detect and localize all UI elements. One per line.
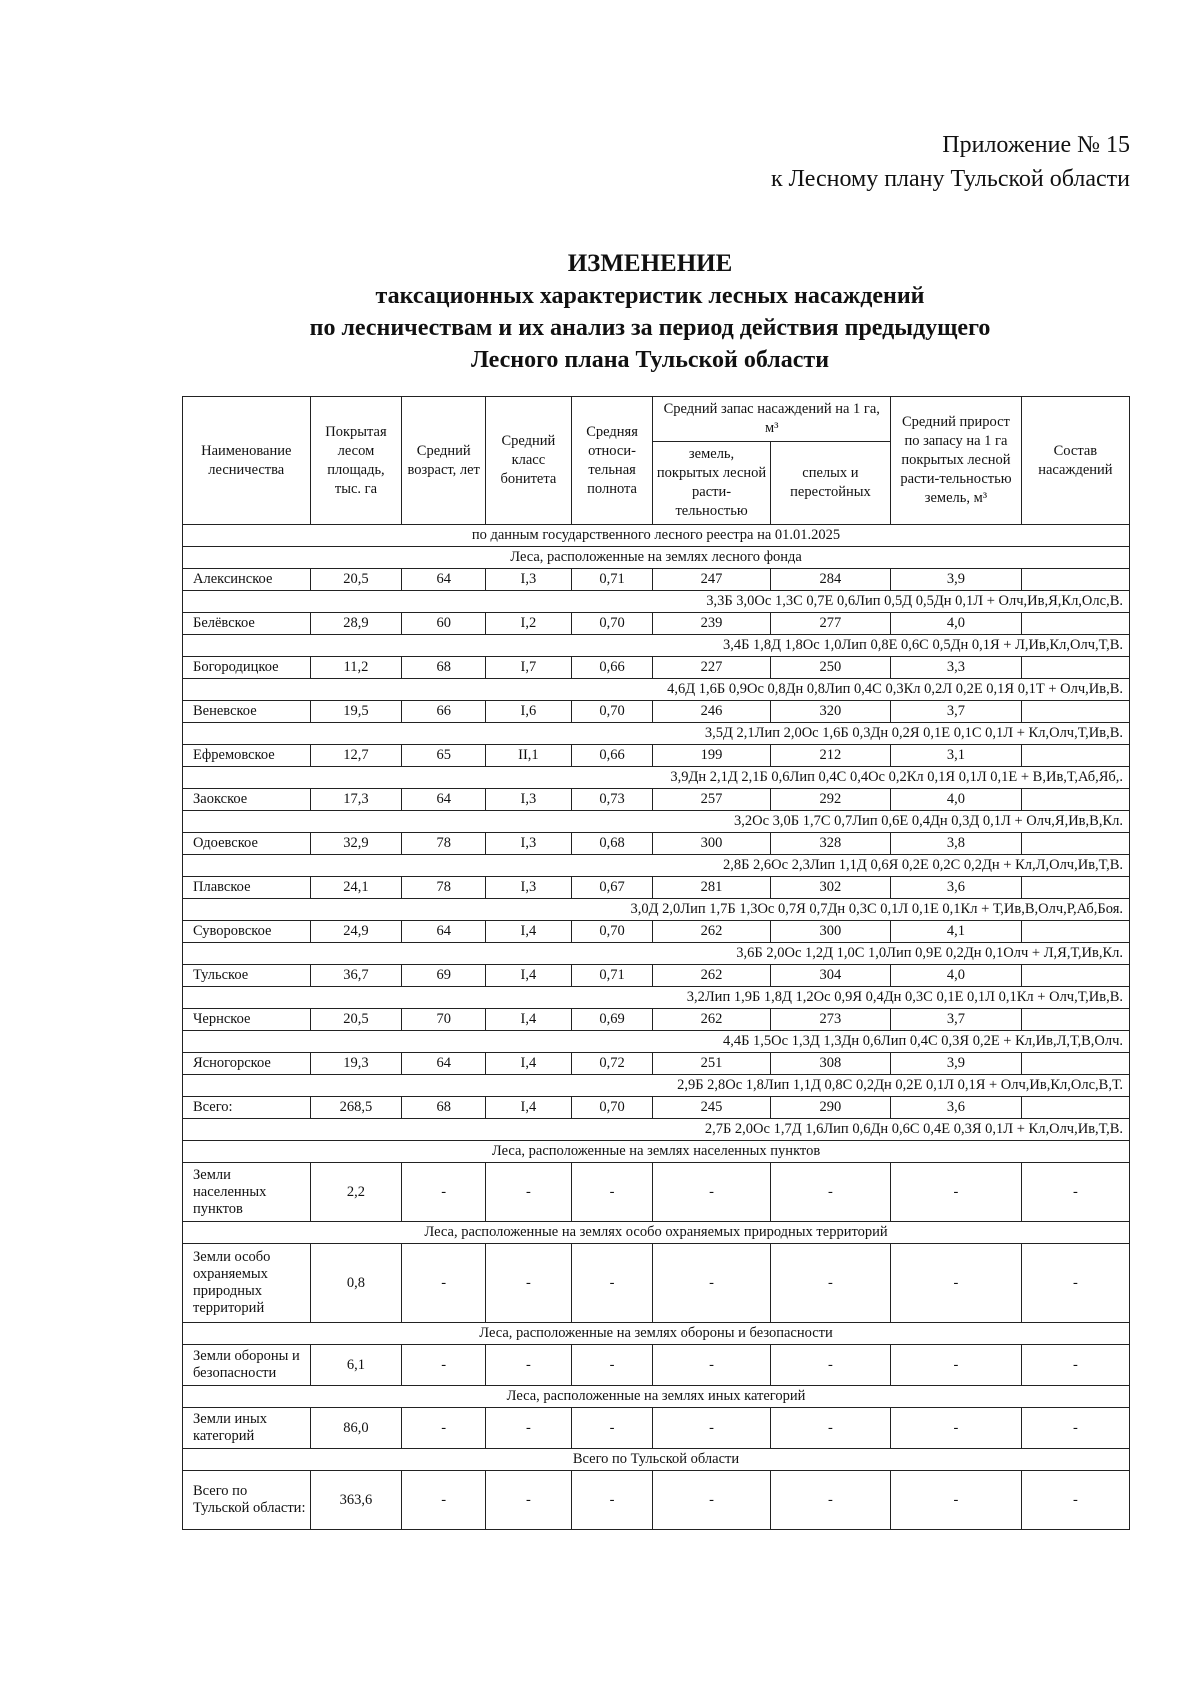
row-composition-blank — [1021, 877, 1129, 899]
forest-characteristics-table — [182, 396, 1130, 1530]
composition-row — [183, 855, 1130, 877]
row-mature-stock: 273 — [770, 1009, 890, 1031]
dash-cell: - — [891, 1244, 1022, 1323]
composition-row — [183, 811, 1130, 833]
row-stock: 300 — [653, 833, 770, 855]
row-name: Плавское — [183, 877, 311, 899]
row-age: 64 — [402, 789, 486, 811]
row-area: 11,2 — [310, 657, 402, 679]
row-stock: 281 — [653, 877, 770, 899]
dash-cell: - — [891, 1345, 1022, 1386]
table-row — [183, 921, 1130, 943]
row-name: Богородицкое — [183, 657, 311, 679]
row-age: 64 — [402, 1053, 486, 1075]
section-defense: Леса, расположенные на землях обороны и безопасности — [183, 1323, 1130, 1345]
composition-row — [183, 635, 1130, 657]
dash-cell: - — [402, 1408, 486, 1449]
table-row — [183, 1009, 1130, 1031]
row-composition: 3,3Б 3,0Ос 1,3С 0,7Е 0,6Лип 0,5Д 0,5Дн 0,1Л + Олч,Ив,Я,Кл,Олс,В. — [183, 591, 1130, 613]
composition-row — [183, 899, 1130, 921]
row-area: 36,7 — [310, 965, 402, 987]
row-stock: 251 — [653, 1053, 770, 1075]
row-composition-blank — [1021, 613, 1129, 635]
row-composition-blank — [1021, 789, 1129, 811]
row-bonitet: II,1 — [486, 745, 572, 767]
row-composition-blank — [1021, 965, 1129, 987]
dash-cell: - — [653, 1408, 770, 1449]
dash-cell: - — [891, 1471, 1022, 1530]
title-line-3: по лесничествам и их анализ за период действия предыдущего — [309, 315, 991, 341]
row-area: 363,6 — [310, 1471, 402, 1530]
row-mature-stock: 302 — [770, 877, 890, 899]
row-density: 0,67 — [571, 877, 653, 899]
dash-cell: - — [1021, 1163, 1129, 1222]
row-age: 60 — [402, 613, 486, 635]
row-name: Земли населенных пунктов — [183, 1163, 311, 1222]
header-name: Наименование лесничества — [183, 397, 311, 525]
dash-cell: - — [571, 1244, 653, 1323]
row-bonitet: I,2 — [486, 613, 572, 635]
dash-cell: - — [770, 1244, 890, 1323]
dash-cell: - — [571, 1163, 653, 1222]
row-name: Тульское — [183, 965, 311, 987]
row-mature-stock: 277 — [770, 613, 890, 635]
row-bonitet: I,4 — [486, 1009, 572, 1031]
composition-row — [183, 987, 1130, 1009]
row-name: Ефремовское — [183, 745, 311, 767]
row-density: 0,70 — [571, 701, 653, 723]
row-growth: 3,6 — [891, 877, 1022, 899]
section-other: Леса, расположенные на землях иных категорий — [183, 1386, 1130, 1408]
row-composition: 3,9Дн 2,1Д 2,1Б 0,6Лип 0,4С 0,4Ос 0,2Кл 0,1Я 0,1Л 0,1Е + В,Ив,Т,Аб,Яб,. — [183, 767, 1130, 789]
header-stock-mature: спелых и перестойных — [770, 442, 890, 525]
other-categories — [183, 1141, 1130, 1530]
row-growth: 3,7 — [891, 701, 1022, 723]
row-growth: 3,3 — [891, 657, 1022, 679]
header-density: Средняя относи-тельная полнота — [571, 397, 653, 525]
row-density: 0,68 — [571, 833, 653, 855]
row-growth: 4,0 — [891, 613, 1022, 635]
row-area: 28,9 — [310, 613, 402, 635]
row-stock: 257 — [653, 789, 770, 811]
dash-cell: - — [402, 1163, 486, 1222]
row-composition: 3,5Д 2,1Лип 2,0Ос 1,6Б 0,3Дн 0,2Я 0,1Е 0,1С 0,1Л + Кл,Олч,Т,Ив,В. — [183, 723, 1130, 745]
header-stock: Средний запас насаждений на 1 га, м³ — [653, 397, 891, 442]
dash-cell: - — [891, 1163, 1022, 1222]
row-density: 0,72 — [571, 1053, 653, 1075]
row-name: Земли иных категорий — [183, 1408, 311, 1449]
row-mature-stock: 284 — [770, 569, 890, 591]
composition-row — [183, 1075, 1130, 1097]
dash-cell: - — [486, 1244, 572, 1323]
row-growth: 4,0 — [891, 965, 1022, 987]
row-growth: 3,8 — [891, 833, 1022, 855]
row-bonitet: I,3 — [486, 569, 572, 591]
row-area: 32,9 — [310, 833, 402, 855]
dash-cell: - — [1021, 1408, 1129, 1449]
row-bonitet: I,3 — [486, 833, 572, 855]
dash-cell: - — [571, 1408, 653, 1449]
row-composition-blank — [1021, 921, 1129, 943]
forestry-rows — [183, 569, 1130, 1141]
row-mature-stock: 320 — [770, 701, 890, 723]
row-area: 20,5 — [310, 569, 402, 591]
dash-cell: - — [770, 1345, 890, 1386]
dash-cell: - — [653, 1471, 770, 1530]
row-area: 20,5 — [310, 1009, 402, 1031]
row-stock: 245 — [653, 1097, 770, 1119]
row-stock: 246 — [653, 701, 770, 723]
title-main: ИЗМЕНЕНИЕ — [567, 250, 733, 277]
row-density: 0,71 — [571, 965, 653, 987]
row-composition: 3,2Лип 1,9Б 1,8Д 1,2Ос 0,9Я 0,4Дн 0,3С 0,1Е 0,1Л 0,1Кл + Олч,Т,Ив,В. — [183, 987, 1130, 1009]
row-age: 78 — [402, 877, 486, 899]
row-name: Алексинское — [183, 569, 311, 591]
composition-row — [183, 1119, 1130, 1141]
row-growth: 3,1 — [891, 745, 1022, 767]
row-area: 24,9 — [310, 921, 402, 943]
composition-row — [183, 943, 1130, 965]
row-composition: 3,6Б 2,0Ос 1,2Д 1,0С 1,0Лип 0,9Е 0,2Дн 0,1Олч + Л,Я,Т,Ив,Кл. — [183, 943, 1130, 965]
table-body — [183, 525, 1130, 569]
row-composition: 2,7Б 2,0Ос 1,7Д 1,6Лип 0,6Дн 0,6С 0,4Е 0,3Я 0,1Л + Кл,Олч,Ив,Т,В. — [183, 1119, 1130, 1141]
row-name: Суворовское — [183, 921, 311, 943]
table-row — [183, 745, 1130, 767]
row-area: 2,2 — [310, 1163, 402, 1222]
row-name: Одоевское — [183, 833, 311, 855]
row-composition-blank — [1021, 745, 1129, 767]
dash-cell: - — [1021, 1345, 1129, 1386]
row-name: Веневское — [183, 701, 311, 723]
row-composition: 2,8Б 2,6Ос 2,3Лип 1,1Д 0,6Я 0,2Е 0,2С 0,2Дн + Кл,Л,Олч,Ив,Т,В. — [183, 855, 1130, 877]
dash-cell: - — [402, 1471, 486, 1530]
row-name: Всего: — [183, 1097, 311, 1119]
dash-cell: - — [770, 1408, 890, 1449]
table-row — [183, 1471, 1130, 1530]
table-row — [183, 701, 1130, 723]
dash-cell: - — [486, 1471, 572, 1530]
row-age: 64 — [402, 569, 486, 591]
row-density: 0,73 — [571, 789, 653, 811]
dash-cell: - — [770, 1163, 890, 1222]
row-bonitet: I,4 — [486, 1053, 572, 1075]
dash-cell: - — [486, 1345, 572, 1386]
section-settlements: Леса, расположенные на землях населенных пунктов — [183, 1141, 1130, 1163]
row-area: 86,0 — [310, 1408, 402, 1449]
section-protected: Леса, расположенные на землях особо охраняемых природных территорий — [183, 1222, 1130, 1244]
row-composition-blank — [1021, 657, 1129, 679]
row-composition-blank — [1021, 1009, 1129, 1031]
row-age: 70 — [402, 1009, 486, 1031]
row-bonitet: I,3 — [486, 789, 572, 811]
dash-cell: - — [653, 1244, 770, 1323]
composition-row — [183, 1031, 1130, 1053]
row-growth: 4,1 — [891, 921, 1022, 943]
header-bonitet: Средний класс бонитета — [486, 397, 572, 525]
row-area: 12,7 — [310, 745, 402, 767]
row-name: Земли особо охраняемых природных территорий — [183, 1244, 311, 1323]
row-age: 78 — [402, 833, 486, 855]
row-growth: 4,0 — [891, 789, 1022, 811]
table-row — [183, 1244, 1130, 1323]
row-density: 0,69 — [571, 1009, 653, 1031]
row-bonitet: I,4 — [486, 965, 572, 987]
row-composition-blank — [1021, 1053, 1129, 1075]
composition-row — [183, 679, 1130, 701]
row-age: 68 — [402, 1097, 486, 1119]
row-bonitet: I,6 — [486, 701, 572, 723]
dash-cell: - — [653, 1163, 770, 1222]
row-density: 0,71 — [571, 569, 653, 591]
appendix-number: Приложение № 15 — [942, 132, 1130, 158]
table-row — [183, 833, 1130, 855]
dash-cell: - — [770, 1471, 890, 1530]
row-growth: 3,9 — [891, 1053, 1022, 1075]
row-stock: 262 — [653, 1009, 770, 1031]
row-composition-blank — [1021, 569, 1129, 591]
row-mature-stock: 300 — [770, 921, 890, 943]
row-density: 0,70 — [571, 921, 653, 943]
dash-cell: - — [571, 1471, 653, 1530]
appendix-note — [771, 128, 1130, 196]
table-row — [183, 569, 1130, 591]
row-mature-stock: 308 — [770, 1053, 890, 1075]
row-bonitet: I,4 — [486, 1097, 572, 1119]
row-mature-stock: 290 — [770, 1097, 890, 1119]
dash-cell: - — [1021, 1244, 1129, 1323]
row-mature-stock: 212 — [770, 745, 890, 767]
dash-cell: - — [486, 1408, 572, 1449]
section-forest-fund: Леса, расположенные на землях лесного фонда — [183, 547, 1130, 569]
row-age: 68 — [402, 657, 486, 679]
row-name: Заокское — [183, 789, 311, 811]
title-line-2: таксационных характеристик лесных насаждений — [375, 283, 925, 309]
header-composition: Состав насаждений — [1021, 397, 1129, 525]
row-name: Ясногорское — [183, 1053, 311, 1075]
dash-cell: - — [571, 1345, 653, 1386]
row-stock: 262 — [653, 965, 770, 987]
row-age: 64 — [402, 921, 486, 943]
row-age: 69 — [402, 965, 486, 987]
appendix-reference: к Лесному плану Тульской области — [770, 166, 1130, 192]
row-age: 66 — [402, 701, 486, 723]
row-name: Чернское — [183, 1009, 311, 1031]
table-row — [183, 657, 1130, 679]
row-composition: 3,2Ос 3,0Б 1,7С 0,7Лип 0,6Е 0,4Дн 0,3Д 0,1Л + Олч,Я,Ив,В,Кл. — [183, 811, 1130, 833]
header-growth: Средний прирост по запасу на 1 га покрытых лесной расти-тельностью земель, м³ — [891, 397, 1022, 525]
row-area: 6,1 — [310, 1345, 402, 1386]
header-stock-covered: земель, покрытых лесной расти-тельностью — [653, 442, 770, 525]
table-row — [183, 877, 1130, 899]
row-composition-blank — [1021, 701, 1129, 723]
row-area: 268,5 — [310, 1097, 402, 1119]
table-row — [183, 1345, 1130, 1386]
row-density: 0,66 — [571, 745, 653, 767]
dash-cell: - — [402, 1345, 486, 1386]
row-density: 0,66 — [571, 657, 653, 679]
composition-row — [183, 591, 1130, 613]
row-composition-blank — [1021, 833, 1129, 855]
table-row — [183, 1053, 1130, 1075]
row-age: 65 — [402, 745, 486, 767]
section-region-total: Всего по Тульской области — [183, 1449, 1130, 1471]
row-mature-stock: 292 — [770, 789, 890, 811]
row-area: 19,5 — [310, 701, 402, 723]
row-composition: 3,4Б 1,8Д 1,8Ос 1,0Лип 0,8Е 0,6С 0,5Дн 0,1Я + Л,Ив,Кл,Олч,Т,В. — [183, 635, 1130, 657]
row-bonitet: I,7 — [486, 657, 572, 679]
row-composition: 3,0Д 2,0Лип 1,7Б 1,3Ос 0,7Я 0,7Дн 0,3С 0,1Л 0,1Е 0,1Кл + Т,Ив,В,Олч,Р,Аб,Боя. — [183, 899, 1130, 921]
row-bonitet: I,4 — [486, 921, 572, 943]
composition-row — [183, 723, 1130, 745]
row-composition: 2,9Б 2,8Ос 1,8Лип 1,1Д 0,8С 0,2Дн 0,2Е 0,1Л 0,1Я + Олч,Ив,Кл,Олс,В,Т. — [183, 1075, 1130, 1097]
dash-cell: - — [653, 1345, 770, 1386]
document-title — [170, 248, 1130, 376]
row-area: 17,3 — [310, 789, 402, 811]
dash-cell: - — [486, 1163, 572, 1222]
row-stock: 239 — [653, 613, 770, 635]
row-stock: 199 — [653, 745, 770, 767]
row-stock: 262 — [653, 921, 770, 943]
row-growth: 3,6 — [891, 1097, 1022, 1119]
table-row — [183, 1097, 1130, 1119]
composition-row — [183, 767, 1130, 789]
row-bonitet: I,3 — [486, 877, 572, 899]
header-age: Средний возраст, лет — [402, 397, 486, 525]
row-area: 0,8 — [310, 1244, 402, 1323]
row-density: 0,70 — [571, 1097, 653, 1119]
row-composition: 4,6Д 1,6Б 0,9Ос 0,8Дн 0,8Лип 0,4С 0,3Кл 0,2Л 0,2Е 0,1Я 0,1Т + Олч,Ив,В. — [183, 679, 1130, 701]
row-name: Белёвское — [183, 613, 311, 635]
row-mature-stock: 250 — [770, 657, 890, 679]
dash-cell: - — [891, 1408, 1022, 1449]
table-row — [183, 1163, 1130, 1222]
row-stock: 227 — [653, 657, 770, 679]
row-mature-stock: 328 — [770, 833, 890, 855]
row-composition: 4,4Б 1,5Ос 1,3Д 1,3Дн 0,6Лип 0,4С 0,3Я 0,2Е + Кл,Ив,Л,Т,В,Олч. — [183, 1031, 1130, 1053]
table-row — [183, 613, 1130, 635]
section-registry: по данным государственного лесного реестра на 01.01.2025 — [183, 525, 1130, 547]
row-growth: 3,7 — [891, 1009, 1022, 1031]
row-area: 19,3 — [310, 1053, 402, 1075]
table-row — [183, 1408, 1130, 1449]
row-mature-stock: 304 — [770, 965, 890, 987]
row-stock: 247 — [653, 569, 770, 591]
row-name: Всего по Тульской области: — [183, 1471, 311, 1530]
table-row — [183, 789, 1130, 811]
row-composition-blank — [1021, 1097, 1129, 1119]
header-area: Покрытая лесом площадь, тыс. га — [310, 397, 402, 525]
row-growth: 3,9 — [891, 569, 1022, 591]
dash-cell: - — [402, 1244, 486, 1323]
row-name: Земли обороны и безопасности — [183, 1345, 311, 1386]
dash-cell: - — [1021, 1471, 1129, 1530]
table-row — [183, 965, 1130, 987]
row-area: 24,1 — [310, 877, 402, 899]
title-line-4: Лесного плана Тульской области — [470, 347, 830, 373]
row-density: 0,70 — [571, 613, 653, 635]
